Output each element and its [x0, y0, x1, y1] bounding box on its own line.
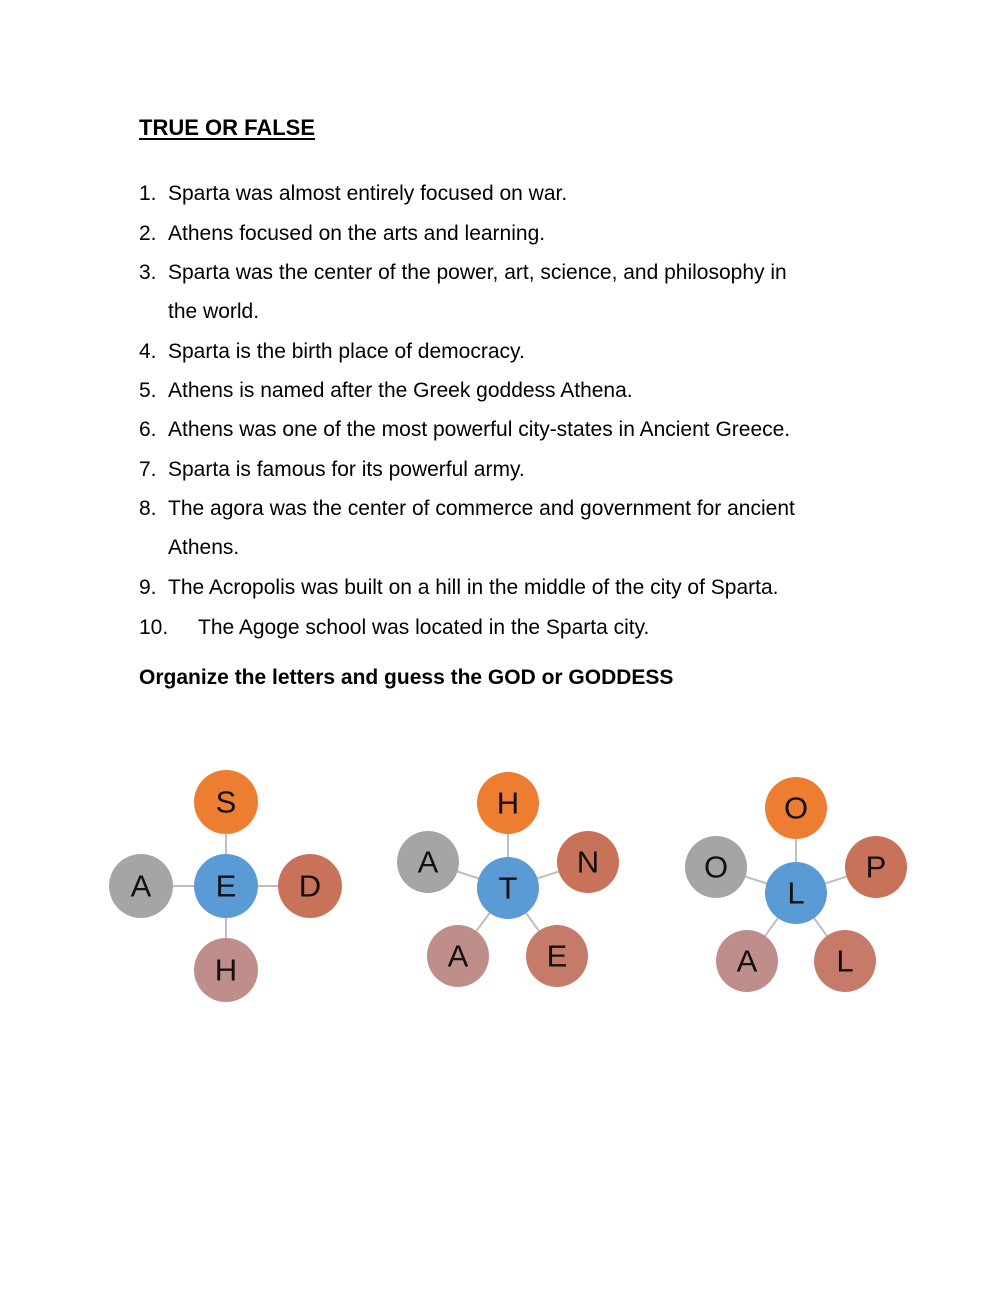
letter: S [215, 784, 237, 820]
puzzle-title: Organize the letters and guess the GOD or GODDESS [139, 666, 674, 689]
letter: E [546, 938, 568, 974]
puzzle-2 [397, 772, 619, 987]
letter: L [836, 943, 854, 979]
statement-number: 2. [139, 222, 157, 245]
statement-text: Sparta is famous for its powerful army. [168, 458, 525, 481]
statement-number: 8. [139, 497, 157, 520]
center-letter: E [215, 868, 237, 904]
letter: A [130, 868, 152, 904]
puzzle-1 [109, 770, 342, 1002]
statement-number: 4. [139, 340, 157, 363]
puzzle-3 [685, 777, 907, 992]
statement-number: 9. [139, 576, 157, 599]
statement-text: Sparta was almost entirely focused on war. [168, 182, 568, 205]
statement-text: Sparta was the center of the power, art, science, and philosophy in [168, 261, 787, 284]
statement-number: 5. [139, 379, 157, 402]
center-letter: T [498, 870, 518, 906]
letter: A [417, 844, 439, 880]
letter: O [783, 790, 809, 826]
statement-text-continued: Athens. [168, 536, 240, 559]
statement-number: 6. [139, 418, 157, 441]
letter: H [214, 952, 238, 988]
letter: D [298, 868, 322, 904]
statement-text: Athens is named after the Greek goddess Athena. [168, 379, 633, 402]
letter: N [576, 844, 600, 880]
letter: H [496, 785, 520, 821]
letter: P [865, 849, 887, 885]
letter: O [703, 849, 729, 885]
statement-number: 7. [139, 458, 157, 481]
statement-number: 1. [139, 182, 157, 205]
section-title: TRUE OR FALSE [139, 115, 316, 140]
statement-text: Sparta is the birth place of democracy. [168, 340, 525, 363]
statement-text: The agora was the center of commerce and government for ancient [168, 497, 795, 520]
statement-number: 3. [139, 261, 157, 284]
statement-text: Athens focused on the arts and learning. [168, 222, 546, 245]
statement-text: Athens was one of the most powerful city-states in Ancient Greece. [168, 418, 791, 441]
statement-number: 10. [139, 616, 169, 639]
statement-text: The Agoge school was located in the Sparta city. [198, 616, 650, 639]
center-letter: L [787, 875, 805, 911]
letter: A [447, 938, 469, 974]
statement-text: The Acropolis was built on a hill in the middle of the city of Sparta. [168, 576, 779, 599]
letter: A [736, 943, 758, 979]
statement-text-continued: the world. [168, 300, 260, 323]
